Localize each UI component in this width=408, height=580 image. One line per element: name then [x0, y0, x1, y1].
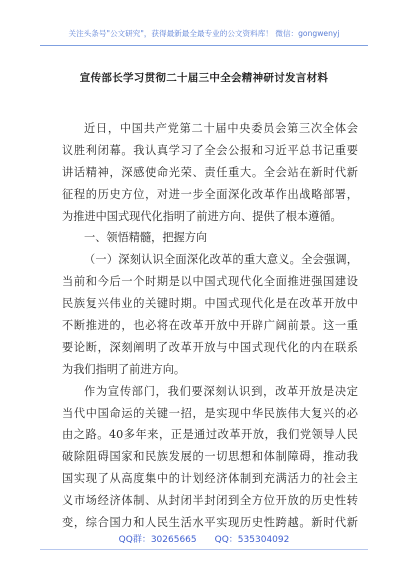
header-divider [40, 45, 368, 46]
body-line: 国实现了从高度集中的计划经济体制到充满活力的社会主 [62, 472, 358, 486]
body-line: 征程的历史方位，对进一步全面深化改革作出战略部署， [62, 187, 358, 201]
body-line: 由之路。40多年来，正是通过改革开放，我们党领导人民 [62, 428, 358, 442]
body-line: 变，综合国力和人民生活水平实现历史性跨越。新时代新 [62, 516, 358, 530]
header-banner: 关注头条号"公文研究"，获得最新最全最专业的公文资料库！ 微信：gongwenyj [68, 29, 340, 38]
document-title: 宣传部长学习贯彻二十届三中全会精神研讨发言材料 [79, 72, 329, 84]
footer-divider [40, 549, 368, 550]
body-line: 为推进中国式现代化指明了前进方向、提供了根本遵循。 [62, 209, 342, 223]
body-line: 要论断，深刻阐明了改革开放与中国式现代化的内在联系 [62, 340, 358, 354]
body-line: 近日，中国共产党第二十届中央委员会第三次全体会 [84, 122, 358, 135]
body-line: 当代中国命运的关键一招，是实现中华民族伟大复兴的必 [62, 406, 358, 420]
footer-qq-group: QQ群：30265665 [118, 535, 197, 545]
body-line: 民族复兴伟业的关键时期。中国式现代化是在改革开放中 [62, 297, 358, 311]
footer-banner [0, 534, 408, 546]
document-body [62, 118, 358, 534]
body-line: 作为宣传部门，我们要深刻认识到，改革开放是决定 [84, 384, 358, 398]
section-heading: 一、领悟精髓，把握方向 [84, 231, 208, 245]
footer-qq-contact: QQ：535304092 [214, 535, 290, 545]
body-line: 破除阻碍国家和民族发展的一切思想和体制障碍，推动我 [62, 450, 358, 464]
body-line: 当前和今后一个时期是以中国式现代化全面推进强国建设 [62, 275, 358, 289]
body-line: 议胜利闭幕。我认真学习了全会公报和习近平总书记重要 [62, 143, 358, 157]
body-line: 讲话精神，深感使命光荣、责任重大。全会站在新时代新 [62, 165, 358, 179]
body-line: （一）深刻认识全面深化改革的重大意义。全会强调， [84, 253, 358, 267]
body-line: 义市场经济体制、从封闭半封闭到全方位开放的历史性转 [62, 494, 358, 508]
body-line: 为我们指明了前进方向。 [62, 362, 186, 376]
body-line: 不断推进的，也必将在改革开放中开辟广阔前景。这一重 [62, 319, 358, 333]
